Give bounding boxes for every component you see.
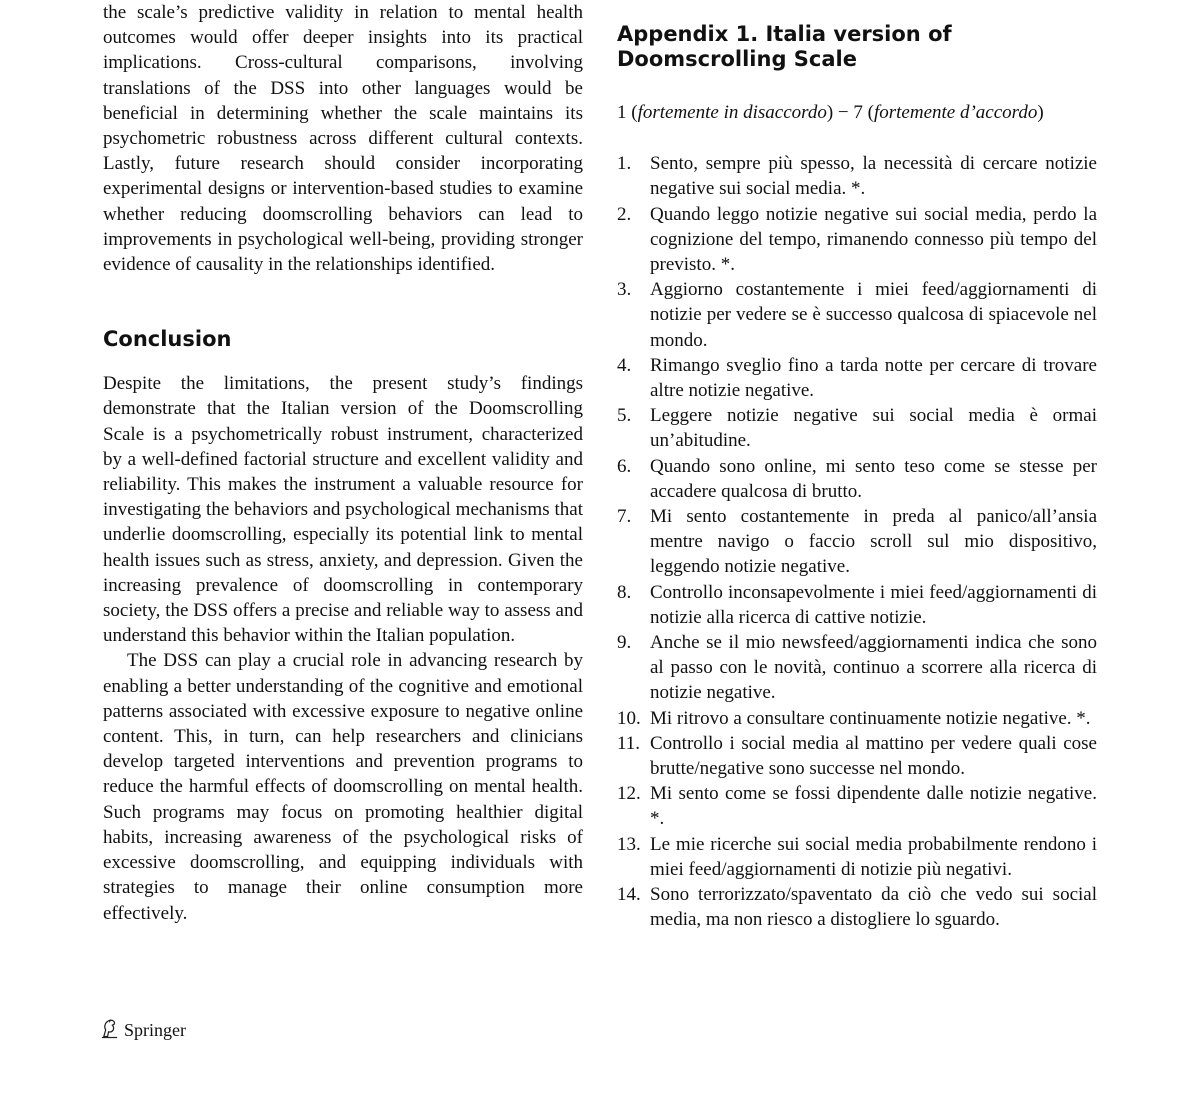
item-number: 13.	[617, 833, 641, 855]
list-item	[617, 630, 1097, 706]
item-text: Rimango sveglio fino a tarda notte per cercare di trovare altre notizie negative.	[650, 354, 1097, 402]
scale-low-number: 1	[617, 102, 627, 123]
conclusion-heading: Conclusion	[103, 327, 232, 352]
list-item	[617, 454, 1097, 504]
item-text: Mi sento costantemente in preda al panico/all’ansia mentre navigo o faccio scroll sul mio dispositivo, leggendo notizie negative.	[650, 506, 1097, 578]
item-text: Sento, sempre più spesso, la necessità di cercare notizie negative sui social media. *.	[650, 153, 1097, 200]
conclusion-paragraph-1: Despite the limitations, the present study’s findings demonstrate that the Italian version of the Doomscrolling Scale is a psychometrically robust instrument, characterized by a well-defined factorial structure and excellent validity and reliability. This makes the instrument a valuable resource for investigating the behaviors and psychological mechanisms that underlie doomscrolling, especially its potential link to mental health issues such as stress, anxiety, and depression. Given the increasing prevalence of doomscrolling in contemporary society, the DSS offers a precise and reliable way to assess and understand this behavior within the Italian population.	[103, 373, 583, 647]
item-text: Sono terrorizzato/spaventato da ciò che vedo sui social media, ma non riesco a distogliere lo sguardo.	[650, 884, 1097, 931]
list-item	[617, 151, 1097, 201]
right-column	[617, 0, 1097, 933]
item-text: Quando leggo notizie negative sui social media, perdo la cognizione del tempo, rimanendo connesso più tempo del previsto. *.	[650, 203, 1097, 276]
item-number: 10.	[617, 707, 641, 729]
item-text: Leggere notizie negative sui social media è ormai un’abitudine.	[650, 405, 1097, 452]
list-item	[617, 277, 1097, 353]
left-column	[103, 0, 583, 926]
item-text: Mi sento come se fossi dipendente dalle notizie negative. *.	[650, 783, 1097, 830]
item-text: Controllo inconsapevolmente i miei feed/aggiornamenti di notizie alla ricerca di cattive notizie.	[650, 581, 1097, 628]
scale-items-list	[617, 151, 1097, 932]
list-item	[617, 706, 1097, 731]
list-item	[617, 504, 1097, 580]
list-item	[617, 403, 1097, 453]
appendix-heading: Appendix 1. Italia version of Doomscrolling Scale	[617, 22, 952, 71]
list-item	[617, 781, 1097, 831]
continuation-paragraph: the scale’s predictive validity in relation to mental health outcomes would offer deeper insights into its practical implications. Cross-cultural comparisons, involving translations of the DSS into other languages would be beneficial in determining whether the scale maintains its psychometric robustness across different cultural contexts. Lastly, future research should consider incorporating experimental designs or intervention-based studies to examine whether reducing doomscrolling behaviors can lead to improvements in psychological well-being, providing stronger evidence of causality in the relationships identified.	[103, 2, 583, 276]
item-text: Anche se il mio newsfeed/aggiornamenti indica che sono al passo con le novità, continuo a scorrere alla ricerca di notizie negative.	[650, 632, 1097, 704]
item-text: Aggiorno costantemente i miei feed/aggiornamenti di notizie per vedere se è successo qualcosa di spiacevole nel mondo.	[650, 279, 1097, 351]
item-number: 9.	[617, 632, 632, 654]
page-footer	[100, 1017, 186, 1044]
list-item	[617, 882, 1097, 932]
scale-separator: −	[833, 102, 854, 123]
item-number: 11.	[617, 732, 641, 754]
list-item	[617, 580, 1097, 630]
item-number: 7.	[617, 506, 632, 528]
publisher-name: Springer	[124, 1020, 186, 1040]
list-item	[617, 353, 1097, 403]
scale-high-number: 7	[853, 102, 863, 123]
item-number: 4.	[617, 354, 632, 376]
item-number: 5.	[617, 405, 632, 427]
list-item	[617, 731, 1097, 781]
item-text: Mi ritrovo a consultare continuamente notizie negative. *.	[650, 707, 1091, 729]
item-text: Controllo i social media al mattino per vedere quali cose brutte/negative sono successe nel mondo.	[650, 732, 1097, 780]
item-number: 2.	[617, 203, 632, 225]
item-text: Le mie ricerche sui social media probabilmente rendono i miei feed/aggiornamenti di notizie più negativi.	[650, 833, 1097, 880]
item-number: 12.	[617, 783, 641, 805]
item-number: 8.	[617, 581, 632, 603]
scale-anchors: 1 (fortemente in disaccordo) − 7 (fortemente d’accordo)	[617, 102, 1044, 123]
list-item	[617, 832, 1097, 882]
list-item	[617, 202, 1097, 278]
item-number: 6.	[617, 455, 632, 477]
item-number: 3.	[617, 279, 632, 301]
item-text: Quando sono online, mi sento teso come se stesse per accadere qualcosa di brutto.	[650, 455, 1097, 502]
item-number: 1.	[617, 153, 632, 175]
item-number: 14.	[617, 884, 641, 906]
scale-high-label: fortemente d’accordo	[873, 102, 1038, 123]
scale-low-label: fortemente in disaccordo	[637, 102, 827, 123]
springer-horse-icon	[100, 1017, 119, 1044]
conclusion-paragraph-2: The DSS can play a crucial role in advancing research by enabling a better understanding of the cognitive and emotional patterns associated with excessive exposure to negative online content. This, in turn, can help researchers and clinicians develop targeted interventions and prevention programs to reduce the harmful effects of doomscrolling on mental health. Such programs may focus on promoting healthier digital habits, increasing awareness of the psychological risks of excessive doomscrolling, and equipping individuals with strategies to manage their online consumption more effectively.	[103, 650, 583, 924]
